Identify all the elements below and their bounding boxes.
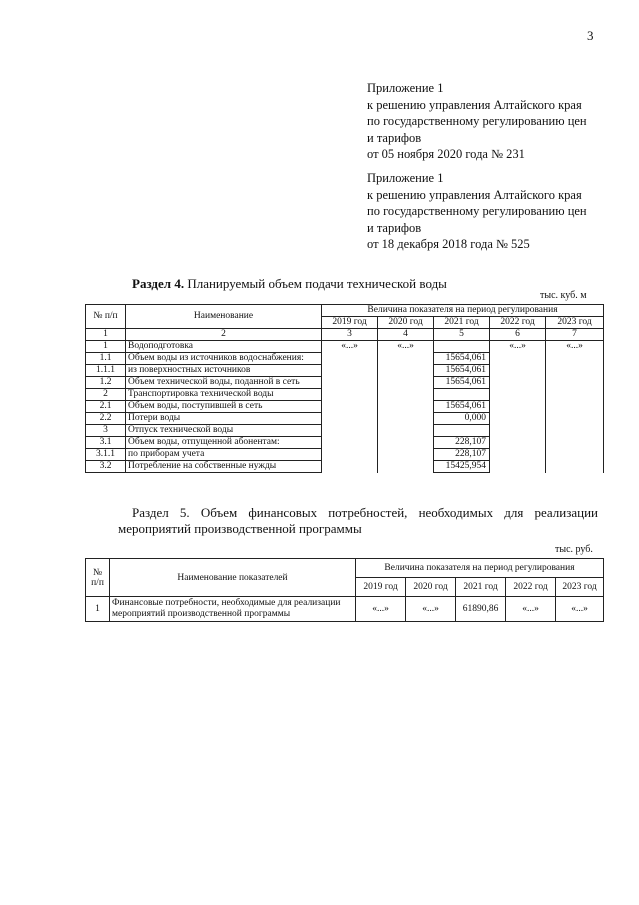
header-year: 2020 год bbox=[406, 578, 456, 597]
appendix-line: от 18 декабря 2018 года № 525 bbox=[367, 237, 530, 251]
header-name: Наименование bbox=[126, 305, 322, 329]
header-year: 2021 год bbox=[434, 317, 490, 329]
header-name: Наименование показателей bbox=[110, 559, 356, 597]
section4-table bbox=[85, 304, 604, 473]
section5-units: тыс. руб. bbox=[555, 544, 593, 555]
col-number: 1 bbox=[86, 329, 126, 341]
row-num: 1 bbox=[86, 341, 126, 353]
appendix-line: Приложение 1 bbox=[367, 171, 444, 185]
row-num: 1.2 bbox=[86, 377, 126, 389]
value-2021 bbox=[434, 389, 490, 401]
section4-title-bold: Раздел 4. bbox=[132, 276, 185, 291]
table-row bbox=[86, 341, 604, 353]
appendix-line: к решению управления Алтайского края bbox=[367, 187, 582, 202]
header-year: 2019 год bbox=[322, 317, 378, 329]
header-period: Величина показателя на период регулирования bbox=[356, 559, 604, 578]
row-name: Потребление на собственные нужды bbox=[126, 461, 322, 473]
section4-units: тыс. куб. м bbox=[540, 290, 587, 301]
row-name: Объем воды, поступившей в сеть bbox=[126, 401, 322, 413]
value-2022: «...» bbox=[506, 597, 556, 622]
row-num: 2 bbox=[86, 389, 126, 401]
appendix-line: от 05 ноября 2020 года № 231 bbox=[367, 147, 525, 161]
value-2023: «...» bbox=[556, 597, 604, 622]
header-year: 2022 год bbox=[490, 317, 546, 329]
page-number: 3 bbox=[587, 28, 594, 43]
header-year: 2023 год bbox=[546, 317, 604, 329]
value-2021 bbox=[434, 425, 490, 437]
col-number: 2 bbox=[126, 329, 322, 341]
value-2021: 15654,061 bbox=[434, 377, 490, 389]
value-2019: «...» bbox=[356, 597, 406, 622]
value-2021: 15425,954 bbox=[434, 461, 490, 473]
col-number: 6 bbox=[490, 329, 546, 341]
row-num: 3.2 bbox=[86, 461, 126, 473]
appendix-line: Приложение 1 bbox=[367, 81, 444, 95]
value-2020: «...» bbox=[378, 341, 434, 473]
header-year: 2023 год bbox=[556, 578, 604, 597]
row-name: Потери воды bbox=[126, 413, 322, 425]
value-2021: 61890,86 bbox=[456, 597, 506, 622]
appendix-block-2 bbox=[367, 170, 587, 253]
value-2020: «...» bbox=[406, 597, 456, 622]
appendix-block-1 bbox=[367, 80, 587, 163]
value-2019: «...» bbox=[322, 341, 378, 473]
value-2021 bbox=[434, 341, 490, 353]
row-name: Водоподготовка bbox=[126, 341, 322, 353]
row-name: из поверхностных источников bbox=[126, 365, 322, 377]
value-2021: 228,107 bbox=[434, 437, 490, 449]
section4-title-text: Планируемый объем подачи технической воды bbox=[184, 276, 447, 291]
row-num: 3.1.1 bbox=[86, 449, 126, 461]
row-num: 2.1 bbox=[86, 401, 126, 413]
row-name: по приборам учета bbox=[126, 449, 322, 461]
row-name: Объем технической воды, поданной в сеть bbox=[126, 377, 322, 389]
appendix-line: и тарифов bbox=[367, 220, 422, 235]
table-row bbox=[86, 597, 604, 622]
value-2021: 15654,061 bbox=[434, 353, 490, 365]
row-name: Объем воды из источников водоснабжения: bbox=[126, 353, 322, 365]
value-2021: 0,000 bbox=[434, 413, 490, 425]
appendix-line: к решению управления Алтайского края bbox=[367, 97, 582, 112]
header-year: 2020 год bbox=[378, 317, 434, 329]
row-name: Транспортировка технической воды bbox=[126, 389, 322, 401]
value-2022: «...» bbox=[490, 341, 546, 473]
section5-title bbox=[118, 505, 598, 537]
header-year: 2022 год bbox=[506, 578, 556, 597]
section5-title-line2: мероприятий производственной программы bbox=[118, 521, 362, 536]
row-num: 1 bbox=[86, 597, 110, 622]
appendix-line: по государственному регулированию цен bbox=[367, 114, 587, 128]
row-num: 1.1.1 bbox=[86, 365, 126, 377]
row-name: Финансовые потребности, необходимые для реализации мероприятий производственной программы bbox=[110, 597, 356, 622]
section5-title-line1: Раздел 5. Объем финансовых потребностей, необходимых для реализации bbox=[132, 505, 598, 520]
header-num: № п/п bbox=[86, 559, 110, 597]
row-num: 1.1 bbox=[86, 353, 126, 365]
header-num: № п/п bbox=[86, 305, 126, 329]
row-num: 3 bbox=[86, 425, 126, 437]
header-year: 2021 год bbox=[456, 578, 506, 597]
value-2023: «...» bbox=[546, 341, 604, 473]
col-number: 5 bbox=[434, 329, 490, 341]
value-2021: 15654,061 bbox=[434, 365, 490, 377]
value-2021: 15654,061 bbox=[434, 401, 490, 413]
row-num: 3.1 bbox=[86, 437, 126, 449]
col-number: 7 bbox=[546, 329, 604, 341]
section5-table bbox=[85, 558, 604, 622]
row-num: 2.2 bbox=[86, 413, 126, 425]
appendix-line: и тарифов bbox=[367, 130, 422, 145]
header-year: 2019 год bbox=[356, 578, 406, 597]
row-name: Объем воды, отпущенной абонентам: bbox=[126, 437, 322, 449]
appendix-line: по государственному регулированию цен bbox=[367, 204, 587, 218]
value-2021: 228,107 bbox=[434, 449, 490, 461]
col-number: 4 bbox=[378, 329, 434, 341]
header-period: Величина показателя на период регулирования bbox=[322, 305, 604, 317]
section4-title bbox=[132, 276, 447, 292]
row-name: Отпуск технической воды bbox=[126, 425, 322, 437]
col-number: 3 bbox=[322, 329, 378, 341]
